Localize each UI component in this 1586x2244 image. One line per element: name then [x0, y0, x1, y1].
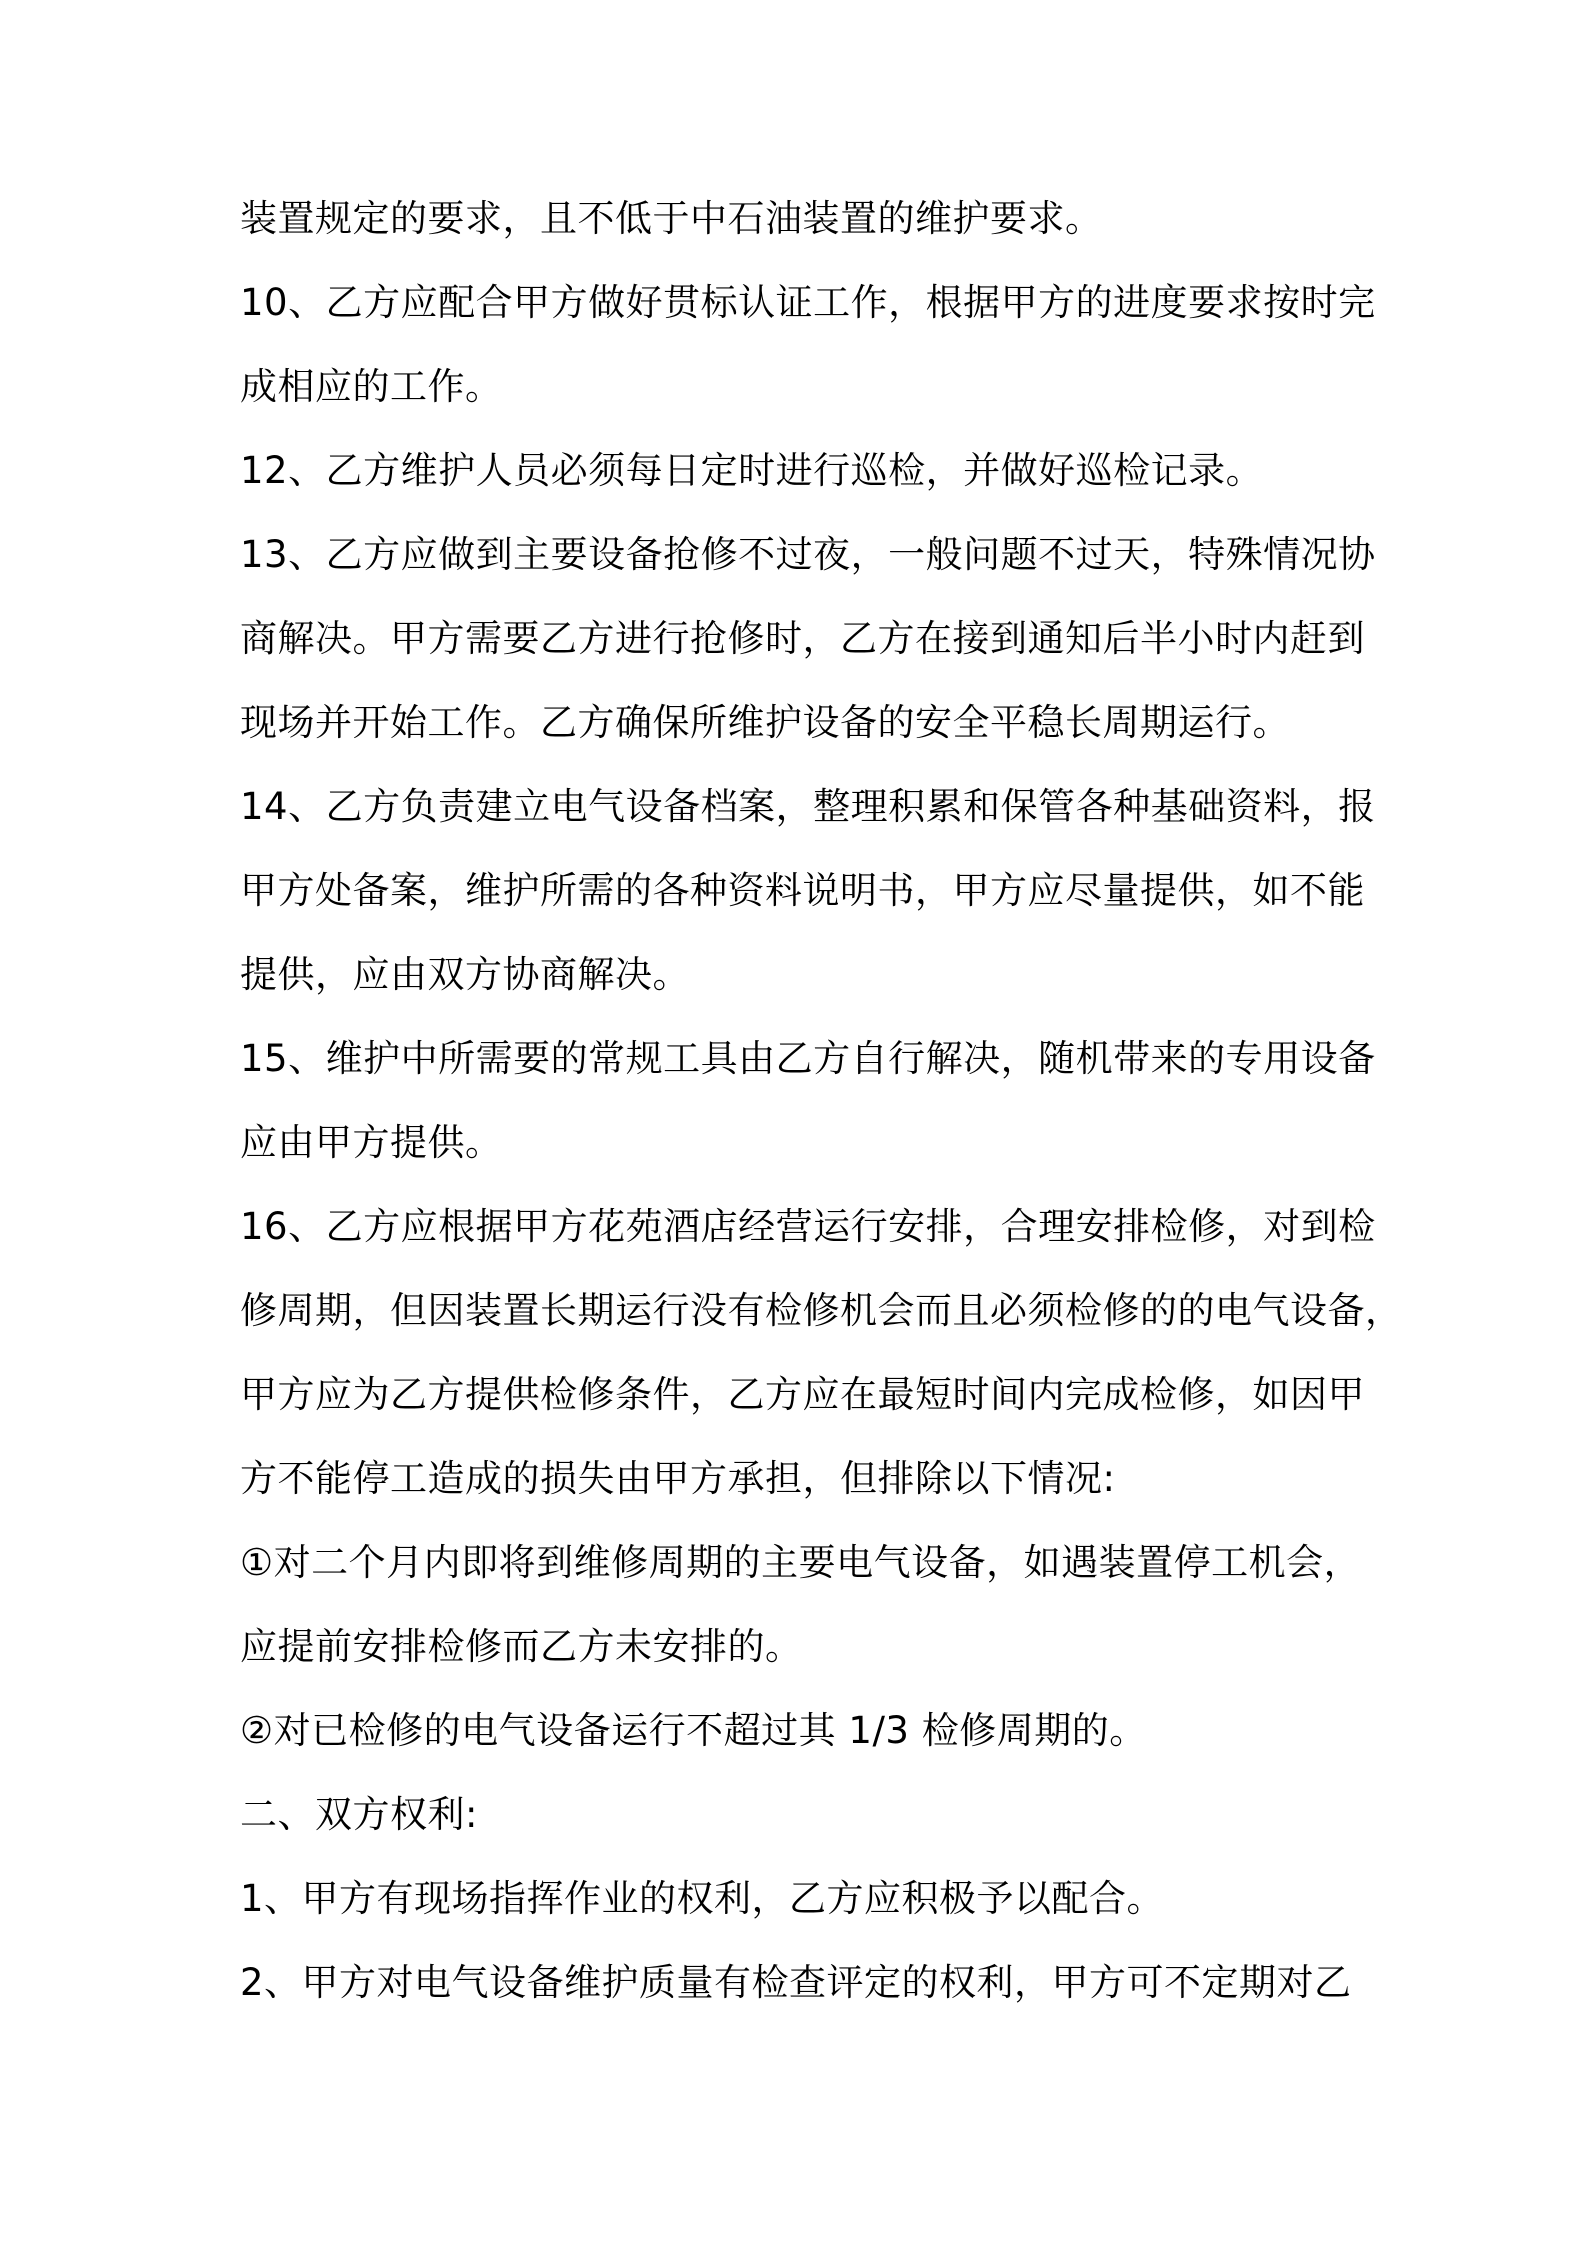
- text-line: 13、乙方应做到主要设备抢修不过夜，一般问题不过天，特殊情况协: [240, 533, 1376, 576]
- text-line: 方不能停工造成的损失由甲方承担，但排除以下情况:: [240, 1457, 1116, 1500]
- text-line: 提供，应由双方协商解决。: [240, 953, 690, 996]
- text-line: 甲方应为乙方提供检修条件，乙方应在最短时间内完成检修，如因甲: [240, 1373, 1365, 1416]
- text-line: 装置规定的要求，且不低于中石油装置的维护要求。: [240, 197, 1103, 240]
- text-line: 应提前安排检修而乙方未安排的。: [240, 1625, 803, 1668]
- text-line: 甲方处备案，维护所需的各种资料说明书，甲方应尽量提供，如不能: [240, 869, 1365, 912]
- text-line: 修周期，但因装置长期运行没有检修机会而且必须检修的的电气设备，: [240, 1289, 1403, 1332]
- text-line: 应由甲方提供。: [240, 1121, 503, 1164]
- text-line: ①对二个月内即将到维修周期的主要电气设备，如遇装置停工机会，: [240, 1541, 1362, 1584]
- text-line: 成相应的工作。: [240, 365, 503, 408]
- text-line: 12、乙方维护人员必须每日定时进行巡检，并做好巡检记录。: [240, 449, 1264, 492]
- text-line: 2、甲方对电气设备维护质量有检查评定的权利，甲方可不定期对乙: [240, 1961, 1352, 2004]
- text-line: 16、乙方应根据甲方花苑酒店经营运行安排，合理安排检修，对到检: [240, 1205, 1376, 1248]
- text-line: 商解决。甲方需要乙方进行抢修时，乙方在接到通知后半小时内赶到: [240, 617, 1365, 660]
- text-line: 15、维护中所需要的常规工具由乙方自行解决，随机带来的专用设备: [240, 1037, 1376, 1080]
- text-line: 1、甲方有现场指挥作业的权利，乙方应积极予以配合。: [240, 1877, 1165, 1920]
- document-body: [240, 197, 1403, 2046]
- text-line: 现场并开始工作。乙方确保所维护设备的安全平稳长周期运行。: [240, 701, 1290, 744]
- text-line: 14、乙方负责建立电气设备档案，整理积累和保管各种基础资料，报: [240, 785, 1376, 828]
- text-line: 10、乙方应配合甲方做好贯标认证工作，根据甲方的进度要求按时完: [240, 281, 1376, 324]
- text-line: ②对已检修的电气设备运行不超过其 1/3 检修周期的。: [240, 1709, 1147, 1752]
- section-heading: 二、双方权利:: [240, 1793, 478, 1836]
